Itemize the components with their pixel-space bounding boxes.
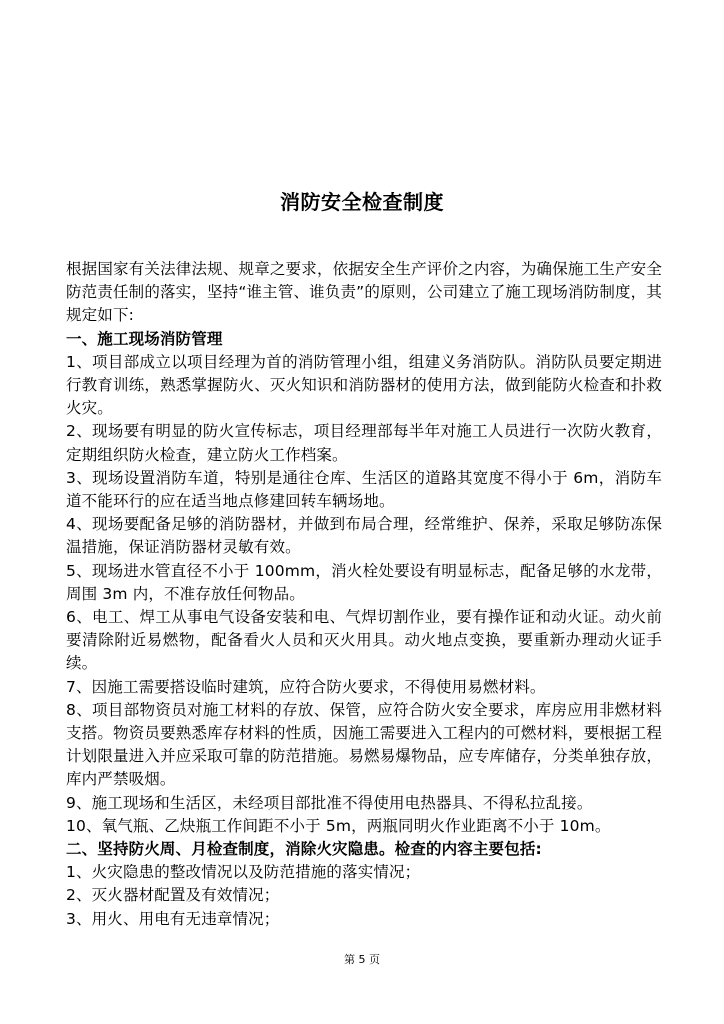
section2-item: 2、灭火器材配置及有效情况； xyxy=(66,886,280,905)
section-heading-1: 一、施工现场消防管理 xyxy=(66,329,223,348)
section1-item: 5、现场进水管直径不小于 100mm，消火栓处要设有明显标志，配备足够的水龙带，周围 3m 内，不准存放任何物品。 xyxy=(66,561,662,603)
document-body xyxy=(66,258,662,931)
page-number: 第 5 页 xyxy=(344,953,380,966)
intro-paragraph: 根据国家有关法律法规、规章之要求，依据安全生产评价之内容，为确保施工生产安全防范责任制的落实，坚持“谁主管、谁负责”的原则，公司建立了施工现场消防制度，其规定如下: xyxy=(66,260,662,325)
section1-item: 1、项目部成立以项目经理为首的消防管理小组，组建义务消防队。消防队员要定期进行教育训练，熟悉掌握防火、灭火知识和消防器材的使用方法，做到能防火检查和扑救火灾。 xyxy=(66,352,662,418)
section2-item: 1、火灾隐患的整改情况以及防范措施的落实情况； xyxy=(66,863,421,882)
section1-item: 4、现场要配备足够的消防器材，并做到布局合理，经常维护、保养，采取足够防冻保温措施，保证消防器材灵敏有效。 xyxy=(66,515,662,557)
section2-item: 3、用火、用电有无违章情况； xyxy=(66,909,280,928)
section-heading-2: 二、坚持防火周、月检查制度，消除火灾隐患。检查的内容主要包括: xyxy=(66,840,542,859)
section1-item: 6、电工、焊工从事电气设备安装和电、气焊切割作业，要有操作证和动火证。动火前要清除附近易燃物，配备看火人员和灭火用具。动火地点变换，要重新办理动火证手续。 xyxy=(66,608,662,673)
section1-item: 10、氧气瓶、乙炔瓶工作间距不小于 5m，两瓶同明火作业距离不小于 10m。 xyxy=(66,816,611,835)
section1-item: 9、施工现场和生活区，未经项目部批准不得使用电热器具、不得私拉乱接。 xyxy=(66,793,593,812)
document-title: 消防安全检查制度 xyxy=(280,190,444,214)
section1-item: 2、现场要有明显的防火宣传标志，项目经理部每半年对施工人员进行一次防火教育，定期组织防火检查，建立防火工作档案。 xyxy=(66,422,662,464)
section1-item: 8、项目部物资员对施工材料的存放、保管，应符合防火安全要求，库房应用非燃材料支搭。物资员要熟悉库存材料的性质，因施工需要进入工程内的可燃材料，要根据工程计划限量进入并应采取可靠的防范措施。易燃易爆物品，应专库储存，分类单独存放，库内严禁吸烟。 xyxy=(66,700,662,789)
section1-item: 3、现场设置消防车道，特别是通往仓库、生活区的道路其宽度不得小于 6m，消防车道不能环行的应在适当地点修建回转车辆场地。 xyxy=(66,468,662,511)
section1-item: 7、因施工需要搭设临时建筑，应符合防火要求，不得使用易燃材料。 xyxy=(66,677,546,696)
